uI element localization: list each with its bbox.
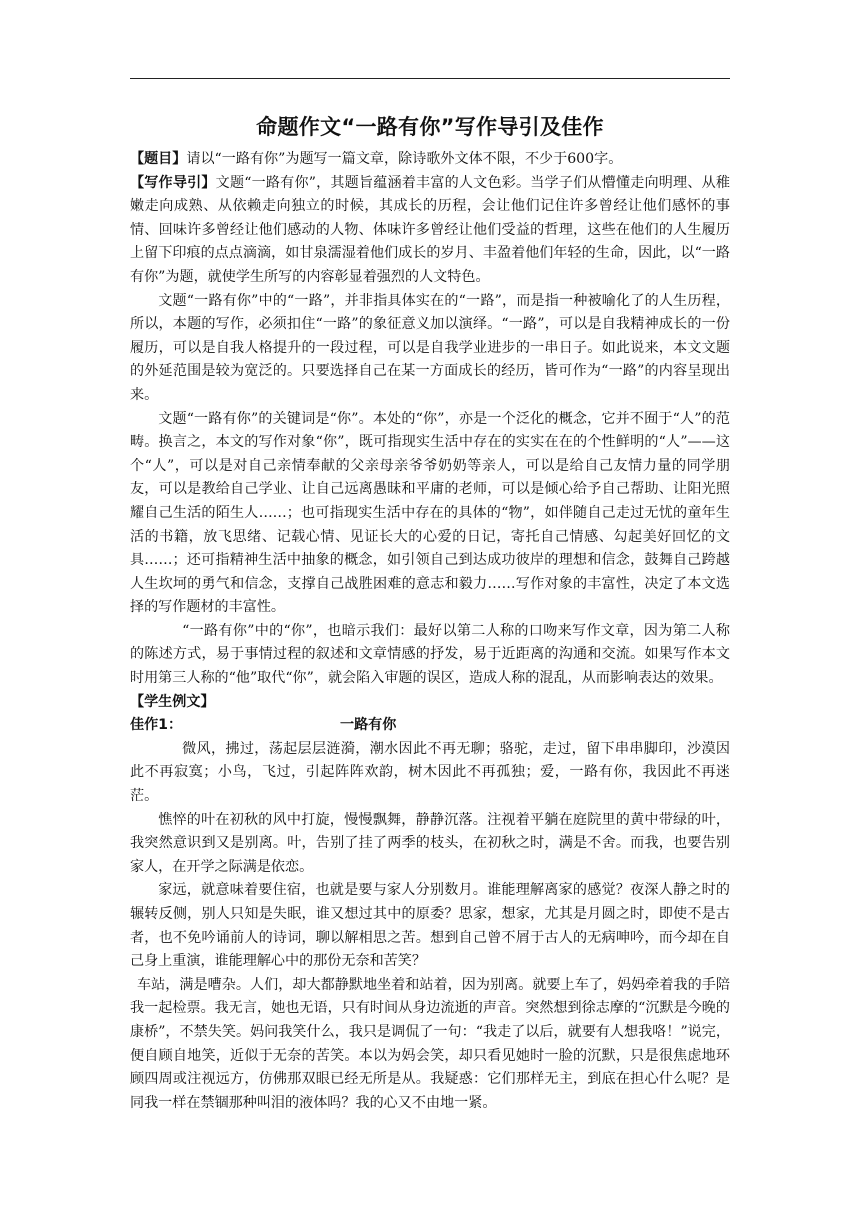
topic-paragraph	[130, 148, 730, 172]
essay-label: 佳作1：	[130, 717, 183, 734]
essay-paragraph-3: 家远，就意味着要住宿，也就是要与家人分别数月。谁能理解离家的感觉？夜深人静之时的辗转反侧，别人只知是失眠，谁又想过其中的原委？思家，想家，尤其是月圆之时，即使不是古者，也不免吟诵前人的诗词，聊以解相思之苦。想到自己曾不屑于古人的无病呻吟，而今却在自己身上重演，谁能理解心中的那份无奈和苦笑？	[130, 882, 730, 970]
guide-paragraph-3: 文题“一路有你”的关键词是“你”。本处的“你”，亦是一个泛化的概念，它并不囿于“人”的范畴。换言之，本文的写作对象“你”，既可指现实生活中存在的实实在在的个性鲜明的“人”——这个“人”，可以是对自己亲情奉献的父亲母亲爷爷奶奶等亲人，可以是给自己友情力量的同学朋友，可以是教给自己学业、让自己远离愚昧和平庸的老师，可以是倾心给予自己帮助、让阳光照耀自己生活的陌生人……；也可指现实生活中存在的具体的“物”，如伴随自己走过无忧的童年生活的书籍，放飞思绪、记载心情、见证长大的心爱的日记，寄托自己情感、勾起美好回忆的文具……；还可指精神生活中抽象的概念，如引领自己到达成功彼岸的理想和信念，鼓舞自己跨越人生坎坷的勇气和信念，支撑自己战胜困难的意志和毅力……写作对象的丰富性，决定了本文选择的写作题材的丰富性。	[130, 410, 730, 616]
examples-label: 【学生例文】	[130, 693, 215, 710]
guide-paragraph-2: 文题“一路有你”中的“一路”，并非指具体实在的“一路”，而是指一种被喻化了的人生历程，所以，本题的写作，必须扣住“一路”的象征意义加以演绎。“一路”，可以是自我精神成长的一份履历，可以是自我人格提升的一段过程，可以是自我学业进步的一串日子。如此说来，本文文题的外延范围是较为宽泛的。只要选择自己在某一方面成长的经历，皆可作为“一路”的内容呈现出来。	[130, 292, 730, 403]
topic-label: 【题目】	[130, 151, 187, 167]
document-title: 命题作文“一路有你”写作导引及佳作	[256, 115, 604, 139]
guide-label: 【写作导引】	[130, 174, 216, 191]
essay-title: 一路有你	[340, 717, 397, 734]
guide-paragraph-1	[130, 172, 730, 290]
guide-text-1: 文题“一路有你”，其题旨蕴涵着丰富的人文色彩。当学子们从懵懂走向明理、从稚嫩走向成熟、从依赖走向独立的时候，其成长的历程，会让他们记住许多曾经让他们感怀的事情、回味许多曾经让他们感动的人物、体味许多曾经让他们受益的哲理，这些在他们的人生履历上留下印痕的点点滴滴，如甘泉濡湿着他们成长的岁月、丰盈着他们年轻的生命，因此，以“一路有你”为题，就使学生所写的内容彰显着强烈的人文特色。	[130, 174, 730, 285]
essay-paragraph-4: 车站，满是嘈杂。人们，却大都静默地坐着和站着，因为别离。就要上车了，妈妈牵着我的手陪我一起检票。我无言，她也无语，只有时间从身边流逝的声音。突然想到徐志摩的“沉默是今晚的康桥”，不禁失笑。妈问我笑什么，我只是调侃了一句：“我走了以后，就要有人想我咯！”说完，便自顾自地笑，近似于无奈的苦笑。本以为妈会笑，却只看见她时一脸的沉默，只是很焦虑地环顾四周或注视远方，仿佛那双眼已经无所是从。我疑惑：它们那样无主，到底在担心什么呢？是同我一样在禁锢那种叫泪的液体吗？我的心又不由地一紧。	[130, 976, 730, 1111]
header-rule	[130, 78, 730, 79]
essay-heading	[130, 714, 730, 738]
document-body	[130, 148, 730, 1115]
essay-paragraph-2: 憔悴的叶在初秋的风中打旋，慢慢飘舞，静静沉落。注视着平躺在庭院里的黄中带绿的叶，我突然意识到又是别离。叶，告别了挂了两季的枝头，在初秋之时，满是不舍。而我，也要告别家人，在开学之际满是依恋。	[130, 811, 730, 875]
topic-text: 请以“一路有你”为题写一篇文章，除诗歌外文体不限，不少于600字。	[186, 151, 623, 167]
guide-paragraph-4: “一路有你”中的“你”，也暗示我们：最好以第二人称的口吻来写作文章，因为第二人称的陈述方式，易于事情过程的叙述和文章情感的抒发，易于近距离的沟通和交流。如果写作本文时用第三人称的“他”取代“你”，就会陷入审题的误区，造成人称的混乱，从而影响表达的效果。	[130, 622, 730, 687]
essay-paragraph-1: 微风，拂过，荡起层层涟漪，潮水因此不再无聊；骆驼，走过，留下串串脚印，沙漠因此不再寂寞；小鸟，飞过，引起阵阵欢韵，树木因此不再孤独；爱，一路有你，我因此不再迷茫。	[130, 740, 730, 805]
